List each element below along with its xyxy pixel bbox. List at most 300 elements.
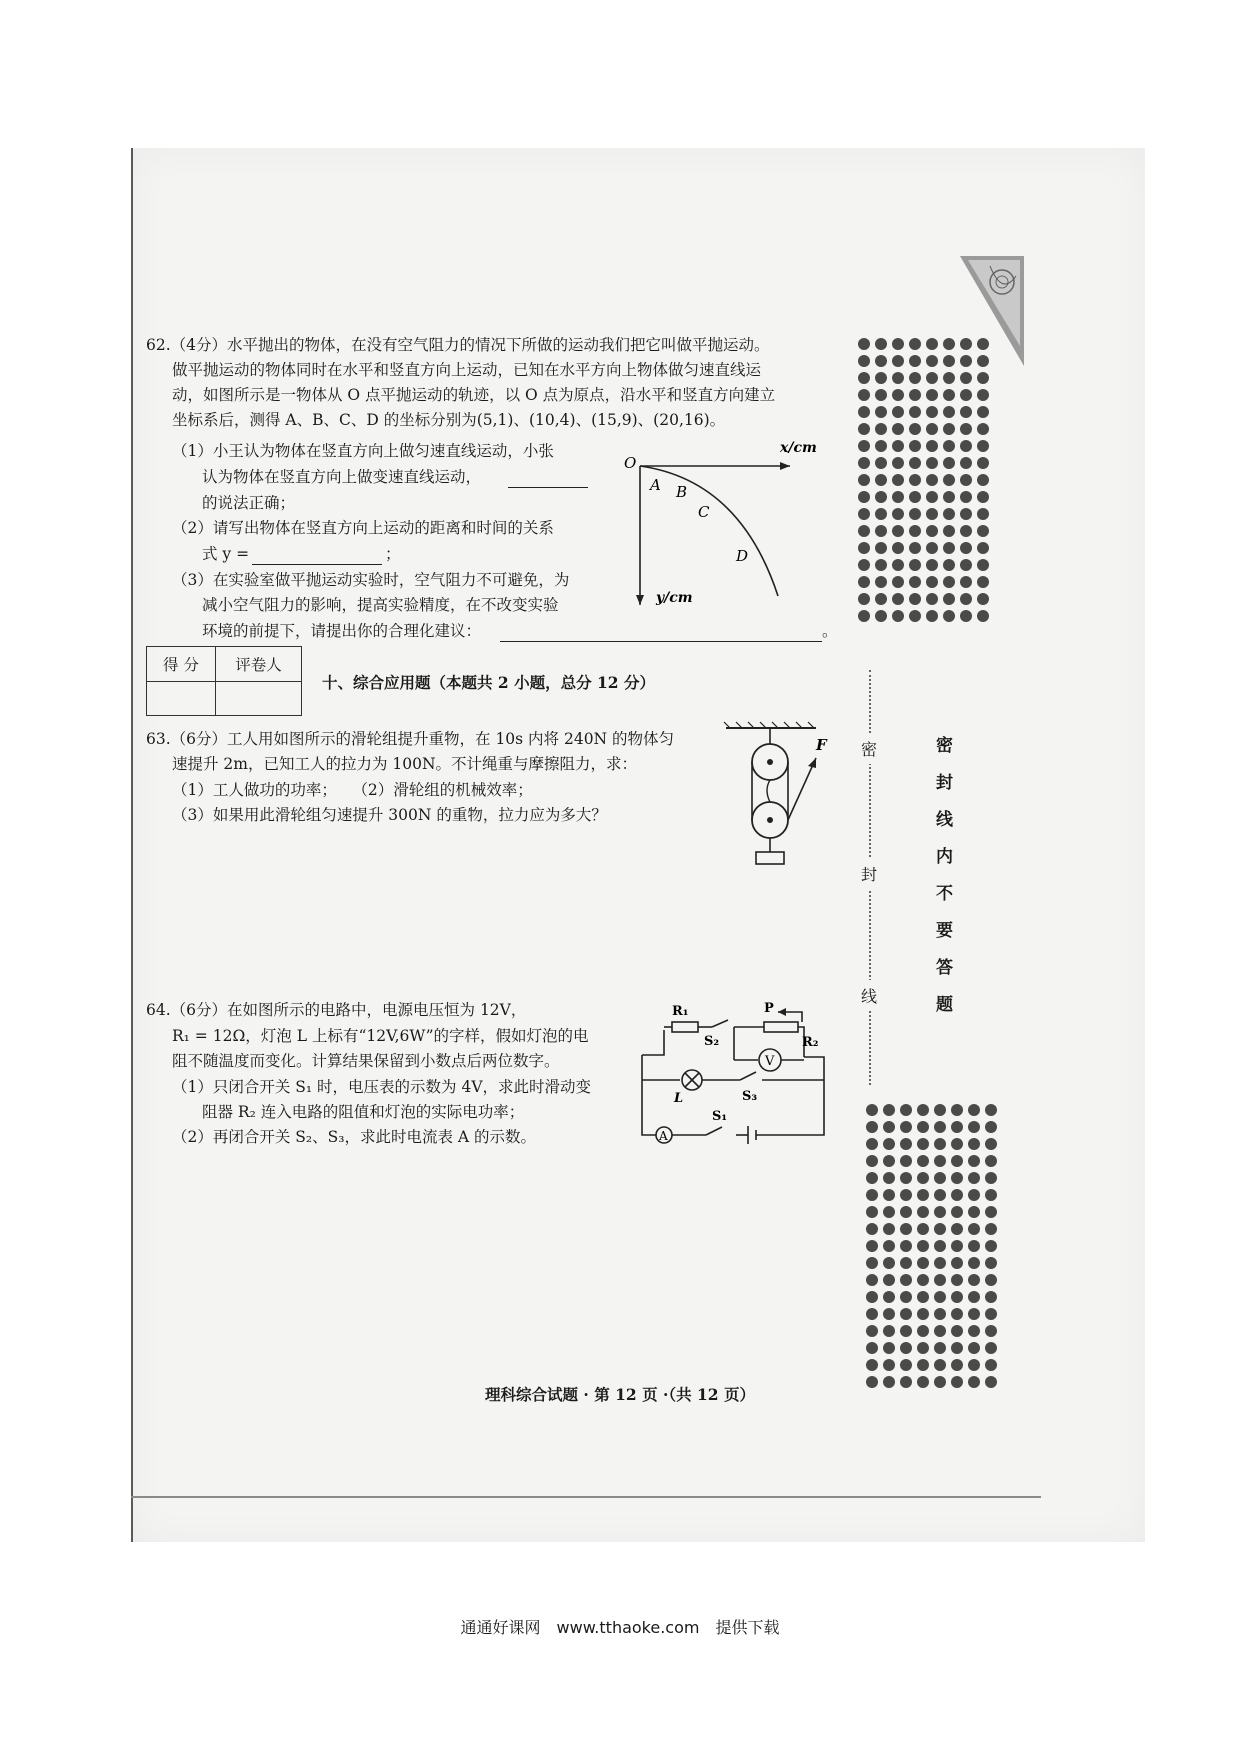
decorative-dot — [934, 1121, 946, 1133]
x-axis-label: x/cm — [780, 440, 817, 456]
decorative-dot — [960, 593, 972, 605]
decorative-dot — [858, 559, 870, 571]
decorative-dot — [909, 474, 921, 486]
decorative-dot — [883, 1359, 895, 1371]
q62-line-3: 动，如图所示是一物体从 O 点平抛运动的轨迹，以 O 点为原点，沿水平和竖直方向建立 — [172, 386, 776, 404]
decorative-dot — [926, 423, 938, 435]
decorative-dot — [909, 576, 921, 588]
decorative-dot — [968, 1308, 980, 1320]
decorative-dot — [968, 1291, 980, 1303]
decorative-dot — [926, 491, 938, 503]
decorative-dot — [866, 1206, 878, 1218]
decorative-dot — [866, 1342, 878, 1354]
decorative-dot — [917, 1376, 929, 1388]
decorative-dot — [917, 1240, 929, 1252]
decorative-dot — [900, 1274, 912, 1286]
circuit-diagram — [636, 1000, 836, 1150]
seal-notice-char-8: 题 — [936, 995, 953, 1015]
decorative-dot — [977, 474, 989, 486]
decorative-dot — [866, 1291, 878, 1303]
decorative-dot — [892, 406, 904, 418]
decorative-dot — [866, 1223, 878, 1235]
decorative-dot — [909, 559, 921, 571]
p-label: P — [764, 1001, 774, 1016]
decorative-dot — [866, 1376, 878, 1388]
decorative-dot — [909, 491, 921, 503]
decorative-dot — [985, 1257, 997, 1269]
decorative-dot — [858, 542, 870, 554]
decorative-dot — [926, 508, 938, 520]
score-cell — [147, 681, 216, 716]
decorative-dot — [951, 1206, 963, 1218]
decorative-dot — [977, 525, 989, 537]
decorative-dot — [977, 338, 989, 350]
decorative-dot — [968, 1172, 980, 1184]
decorative-dot — [866, 1155, 878, 1167]
decorative-dot — [985, 1223, 997, 1235]
decorative-dot — [883, 1189, 895, 1201]
decorative-dot — [866, 1138, 878, 1150]
decorative-dot — [934, 1359, 946, 1371]
q62-answer-blank-3 — [500, 641, 822, 642]
decorative-dot — [875, 338, 887, 350]
decorative-dot — [858, 423, 870, 435]
decorative-dot — [875, 423, 887, 435]
decorative-dot — [866, 1240, 878, 1252]
decorative-dot — [951, 1189, 963, 1201]
q62-part-2: （2）请写出物体在竖直方向上运动的距离和时间的关系 — [172, 519, 554, 537]
decorative-dot — [858, 593, 870, 605]
decorative-dot — [951, 1308, 963, 1320]
decorative-dot — [926, 440, 938, 452]
seal-mark-xian: 线 — [861, 980, 877, 1011]
q62-part-3: （3）在实验室做平抛运动实验时，空气阻力不可避免，为 — [172, 571, 570, 589]
decorative-dot — [951, 1172, 963, 1184]
decorative-dot — [917, 1308, 929, 1320]
decorative-dot — [858, 457, 870, 469]
decorative-dot — [917, 1342, 929, 1354]
decorative-dot — [883, 1257, 895, 1269]
decorative-dot — [985, 1342, 997, 1354]
decorative-dot — [985, 1325, 997, 1337]
force-label: F — [816, 736, 827, 754]
decorative-dot — [883, 1104, 895, 1116]
decorative-dot — [926, 389, 938, 401]
decorative-dot — [892, 474, 904, 486]
exam-page-footer: 理科综合试题 · 第 12 页 ·（共 12 页） — [485, 1385, 755, 1404]
decorative-dot — [917, 1257, 929, 1269]
decorative-dot — [985, 1104, 997, 1116]
decorative-dot — [977, 406, 989, 418]
decorative-dot — [943, 525, 955, 537]
q64-line-4: （1）只闭合开关 S₁ 时，电压表的示数为 4V，求此时滑动变 — [172, 1078, 592, 1096]
decorative-dot — [960, 508, 972, 520]
decorative-dot — [892, 525, 904, 537]
decorative-dot — [858, 338, 870, 350]
decorative-dot — [951, 1359, 963, 1371]
decorative-dot — [960, 542, 972, 554]
point-a-label: A — [650, 476, 661, 494]
seal-notice-char-3: 线 — [936, 810, 953, 830]
decorative-dot — [977, 576, 989, 588]
decorative-dot — [917, 1138, 929, 1150]
decorative-dot — [900, 1189, 912, 1201]
decorative-dot — [968, 1325, 980, 1337]
q64-line-3: 阻不随温度而变化。计算结果保留到小数点后两位数字。 — [172, 1052, 560, 1070]
decorative-dot — [892, 355, 904, 367]
decorative-dot — [866, 1104, 878, 1116]
decorative-dot — [909, 610, 921, 622]
decorative-dot — [985, 1308, 997, 1320]
q64-line-2: R₁ = 12Ω，灯泡 L 上标有“12V,6W”的字样，假如灯泡的电 — [172, 1027, 589, 1045]
decorative-dot — [985, 1138, 997, 1150]
decorative-dot — [883, 1138, 895, 1150]
decorative-dot — [900, 1104, 912, 1116]
decorative-dot — [892, 372, 904, 384]
decorative-dot — [977, 457, 989, 469]
decorative-dot — [960, 406, 972, 418]
decorative-dot — [926, 559, 938, 571]
decorative-dot — [943, 576, 955, 588]
decorative-dot — [926, 372, 938, 384]
q62-part-2-end: ； — [385, 545, 401, 563]
decorative-dot — [926, 542, 938, 554]
q62-answer-blank-1 — [508, 487, 588, 488]
decorative-dot — [934, 1206, 946, 1218]
decorative-dot — [977, 389, 989, 401]
decorative-dot — [866, 1257, 878, 1269]
decorative-dot — [883, 1223, 895, 1235]
decorative-dot — [951, 1121, 963, 1133]
decorative-dot — [892, 559, 904, 571]
point-c-label: C — [698, 503, 710, 521]
decorative-dot — [875, 559, 887, 571]
q62-line-1: 62.（4分）水平抛出的物体，在没有空气阻力的情况下所做的运动我们把它叫做平抛运动。 — [146, 336, 770, 354]
q62-part-3-prompt: 环境的前提下，请提出你的合理化建议： — [202, 622, 482, 640]
s2-label: S₂ — [704, 1034, 720, 1049]
decorative-dot — [960, 525, 972, 537]
decorative-dot — [968, 1189, 980, 1201]
decorative-dot — [968, 1342, 980, 1354]
decorative-dot — [883, 1240, 895, 1252]
decorative-dot — [934, 1274, 946, 1286]
grader-header: 评卷人 — [216, 647, 302, 682]
decorative-dot — [985, 1376, 997, 1388]
decorative-dot — [943, 457, 955, 469]
decorative-dot — [968, 1376, 980, 1388]
decorative-dot — [917, 1121, 929, 1133]
seal-notice-char-7: 答 — [936, 958, 953, 978]
decorative-dot — [875, 593, 887, 605]
decorative-dot — [892, 508, 904, 520]
decorative-dot — [875, 406, 887, 418]
decorative-dot — [977, 593, 989, 605]
lamp-label: L — [674, 1091, 684, 1106]
decorative-dot — [909, 508, 921, 520]
decorative-dot — [934, 1172, 946, 1184]
decorative-dot — [875, 389, 887, 401]
decorative-dot — [917, 1325, 929, 1337]
decorative-dot — [883, 1121, 895, 1133]
q62-part-3-end: 。 — [822, 622, 838, 640]
y-axis-label: y/cm — [656, 590, 693, 606]
decorative-dot — [926, 355, 938, 367]
seal-notice-char-4: 内 — [936, 847, 953, 867]
q62-part-3-cont: 减小空气阻力的影响，提高实验精度，在不改变实验 — [202, 596, 559, 614]
decorative-dot — [934, 1240, 946, 1252]
decorative-dot — [960, 338, 972, 350]
decorative-dot — [943, 338, 955, 350]
decorative-dot — [951, 1274, 963, 1286]
decorative-dot — [858, 610, 870, 622]
decorative-dot — [900, 1291, 912, 1303]
q64-line-1: 64.（6分）在如图所示的电路中，电源电压恒为 12V， — [146, 1001, 527, 1019]
decorative-dot — [866, 1325, 878, 1337]
decorative-dot — [909, 389, 921, 401]
point-d-label: D — [736, 547, 749, 565]
decorative-dot — [934, 1325, 946, 1337]
decorative-dot — [943, 559, 955, 571]
decorative-dot — [943, 593, 955, 605]
decorative-dot — [934, 1257, 946, 1269]
decorative-dot — [917, 1206, 929, 1218]
voltmeter-label: V — [765, 1054, 775, 1069]
decorative-dot — [934, 1155, 946, 1167]
decorative-dot — [951, 1342, 963, 1354]
decorative-dot — [900, 1138, 912, 1150]
decorative-dot — [934, 1308, 946, 1320]
decorative-dot — [892, 610, 904, 622]
decorative-dot — [968, 1240, 980, 1252]
decorative-dot — [917, 1172, 929, 1184]
decorative-dot — [926, 525, 938, 537]
decorative-dot — [968, 1155, 980, 1167]
decorative-dot — [858, 525, 870, 537]
decorative-dot — [858, 440, 870, 452]
seal-notice-char-1: 密 — [936, 736, 953, 756]
decorative-dot — [951, 1291, 963, 1303]
decorative-dot — [909, 593, 921, 605]
decorative-dot — [943, 491, 955, 503]
s1-label: S₁ — [712, 1109, 728, 1124]
decorative-dot — [875, 610, 887, 622]
decorative-dot — [985, 1172, 997, 1184]
seal-notice — [936, 728, 953, 1024]
decorative-dot — [985, 1240, 997, 1252]
decorative-dot — [960, 474, 972, 486]
q62-part-1-end: 的说法正确； — [202, 494, 296, 512]
decorative-dot — [917, 1104, 929, 1116]
decorative-dot — [960, 610, 972, 622]
point-b-label: B — [676, 483, 688, 501]
section-ten-heading: 十、综合应用题（本题共 2 小题，总分 12 分） — [322, 673, 655, 692]
decorative-dot — [985, 1274, 997, 1286]
decorative-dot — [968, 1223, 980, 1235]
r1-label: R₁ — [672, 1004, 689, 1019]
r2-label: R₂ — [802, 1035, 819, 1050]
seal-mark-feng: 封 — [861, 858, 877, 889]
decorative-dot — [883, 1376, 895, 1388]
decorative-dot — [977, 542, 989, 554]
pulley-diagram — [720, 720, 830, 875]
decorative-dot — [934, 1342, 946, 1354]
decorative-dot — [892, 576, 904, 588]
decorative-dot — [892, 440, 904, 452]
decorative-dot — [858, 406, 870, 418]
decorative-dot — [866, 1359, 878, 1371]
q62-line-2: 做平抛运动的物体同时在水平和竖直方向上运动，已知在水平方向上物体做匀速直线运 — [172, 361, 762, 379]
decorative-dot — [909, 440, 921, 452]
decorative-dot — [985, 1206, 997, 1218]
decorative-dot — [934, 1189, 946, 1201]
decorative-dot — [977, 440, 989, 452]
origin-label: O — [624, 454, 637, 472]
decorative-dot — [858, 372, 870, 384]
decorative-dot — [968, 1104, 980, 1116]
decorative-dot — [926, 474, 938, 486]
decorative-dot — [951, 1257, 963, 1269]
decorative-dot — [883, 1291, 895, 1303]
decorative-dot — [875, 508, 887, 520]
decorative-dot — [909, 542, 921, 554]
q63-line-1: 63.（6分）工人用如图所示的滑轮组提升重物，在 10s 内将 240N 的物体匀 — [146, 730, 675, 748]
decorative-dot — [883, 1342, 895, 1354]
decorative-dot — [875, 474, 887, 486]
decorative-dot — [909, 423, 921, 435]
decorative-dot — [951, 1155, 963, 1167]
q62-part-2-formula: 式 y = — [202, 545, 250, 563]
q64-line-6: （2）再闭合开关 S₂、S₃，求此时电流表 A 的示数。 — [172, 1128, 537, 1146]
decorative-dot — [909, 406, 921, 418]
dot-pattern-top — [858, 338, 989, 622]
page-bottom-edge — [131, 1496, 1041, 1498]
decorative-dot — [875, 372, 887, 384]
decorative-dot — [943, 440, 955, 452]
decorative-dot — [909, 372, 921, 384]
decorative-dot — [900, 1342, 912, 1354]
decorative-dot — [951, 1325, 963, 1337]
decorative-dot — [892, 457, 904, 469]
trajectory-diagram — [620, 430, 817, 610]
decorative-dot — [892, 423, 904, 435]
decorative-dot — [900, 1308, 912, 1320]
decorative-dot — [900, 1155, 912, 1167]
q62-part-1-cont: 认为物体在竖直方向上做变速直线运动， — [202, 468, 482, 486]
seal-mark-mi: 密 — [861, 733, 877, 764]
decorative-dot — [934, 1376, 946, 1388]
decorative-dot — [858, 508, 870, 520]
decorative-dot — [866, 1172, 878, 1184]
decorative-dot — [858, 491, 870, 503]
decorative-dot — [875, 576, 887, 588]
grader-cell — [216, 681, 302, 716]
seal-notice-char-6: 要 — [936, 921, 953, 941]
decorative-dot — [858, 474, 870, 486]
q63-line-4: （3）如果用此滑轮组匀速提升 300N 的重物，拉力应为多大？ — [172, 806, 607, 824]
decorative-dot — [926, 457, 938, 469]
q63-line-3: （1）工人做功的功率； （2）滑轮组的机械效率； — [172, 781, 533, 799]
decorative-dot — [943, 389, 955, 401]
decorative-dot — [909, 525, 921, 537]
decorative-dot — [985, 1291, 997, 1303]
decorative-dot — [917, 1359, 929, 1371]
q62-part-1: （1）小王认为物体在竖直方向上做匀速直线运动，小张 — [172, 442, 554, 460]
decorative-dot — [951, 1104, 963, 1116]
decorative-dot — [968, 1274, 980, 1286]
q64-line-5: 阻器 R₂ 连入电路的阻值和灯泡的实际电功率； — [202, 1103, 525, 1121]
decorative-dot — [985, 1155, 997, 1167]
decorative-dot — [934, 1291, 946, 1303]
q63-line-2: 速提升 2m，已知工人的拉力为 100N。不计绳重与摩擦阻力，求： — [172, 755, 638, 773]
decorative-dot — [960, 576, 972, 588]
decorative-dot — [883, 1325, 895, 1337]
decorative-dot — [909, 355, 921, 367]
decorative-dot — [858, 355, 870, 367]
decorative-dot — [960, 440, 972, 452]
decorative-dot — [977, 508, 989, 520]
decorative-dot — [875, 457, 887, 469]
decorative-dot — [892, 593, 904, 605]
decorative-dot — [875, 525, 887, 537]
decorative-dot — [900, 1359, 912, 1371]
decorative-dot — [883, 1308, 895, 1320]
decorative-dot — [900, 1121, 912, 1133]
decorative-dot — [968, 1359, 980, 1371]
ammeter-label: A — [659, 1129, 668, 1143]
decorative-dot — [977, 559, 989, 571]
q62-line-4: 坐标系后，测得 A、B、C、D 的坐标分别为(5,1)、(10,4)、(15,9)、(20,16)。 — [172, 411, 726, 429]
decorative-dot — [909, 457, 921, 469]
decorative-dot — [977, 372, 989, 384]
decorative-dot — [968, 1206, 980, 1218]
decorative-dot — [917, 1274, 929, 1286]
decorative-dot — [943, 508, 955, 520]
decorative-dot — [943, 423, 955, 435]
decorative-dot — [900, 1240, 912, 1252]
decorative-dot — [858, 389, 870, 401]
decorative-dot — [875, 355, 887, 367]
s3-label: S₃ — [742, 1089, 758, 1104]
decorative-dot — [985, 1121, 997, 1133]
decorative-dot — [943, 474, 955, 486]
decorative-dot — [858, 576, 870, 588]
decorative-dot — [943, 542, 955, 554]
decorative-dot — [883, 1206, 895, 1218]
decorative-dot — [892, 338, 904, 350]
decorative-dot — [977, 355, 989, 367]
decorative-dot — [926, 406, 938, 418]
decorative-dot — [968, 1138, 980, 1150]
decorative-dot — [926, 610, 938, 622]
decorative-dot — [892, 389, 904, 401]
decorative-dot — [917, 1291, 929, 1303]
decorative-dot — [960, 559, 972, 571]
decorative-dot — [985, 1189, 997, 1201]
decorative-dot — [875, 542, 887, 554]
decorative-dot — [883, 1274, 895, 1286]
decorative-dot — [909, 338, 921, 350]
score-box — [146, 646, 302, 716]
decorative-dot — [960, 423, 972, 435]
decorative-dot — [917, 1223, 929, 1235]
decorative-dot — [866, 1189, 878, 1201]
decorative-dot — [977, 610, 989, 622]
decorative-dot — [943, 406, 955, 418]
decorative-dot — [960, 372, 972, 384]
seal-notice-char-2: 封 — [936, 773, 953, 793]
decorative-dot — [866, 1308, 878, 1320]
decorative-dot — [968, 1121, 980, 1133]
